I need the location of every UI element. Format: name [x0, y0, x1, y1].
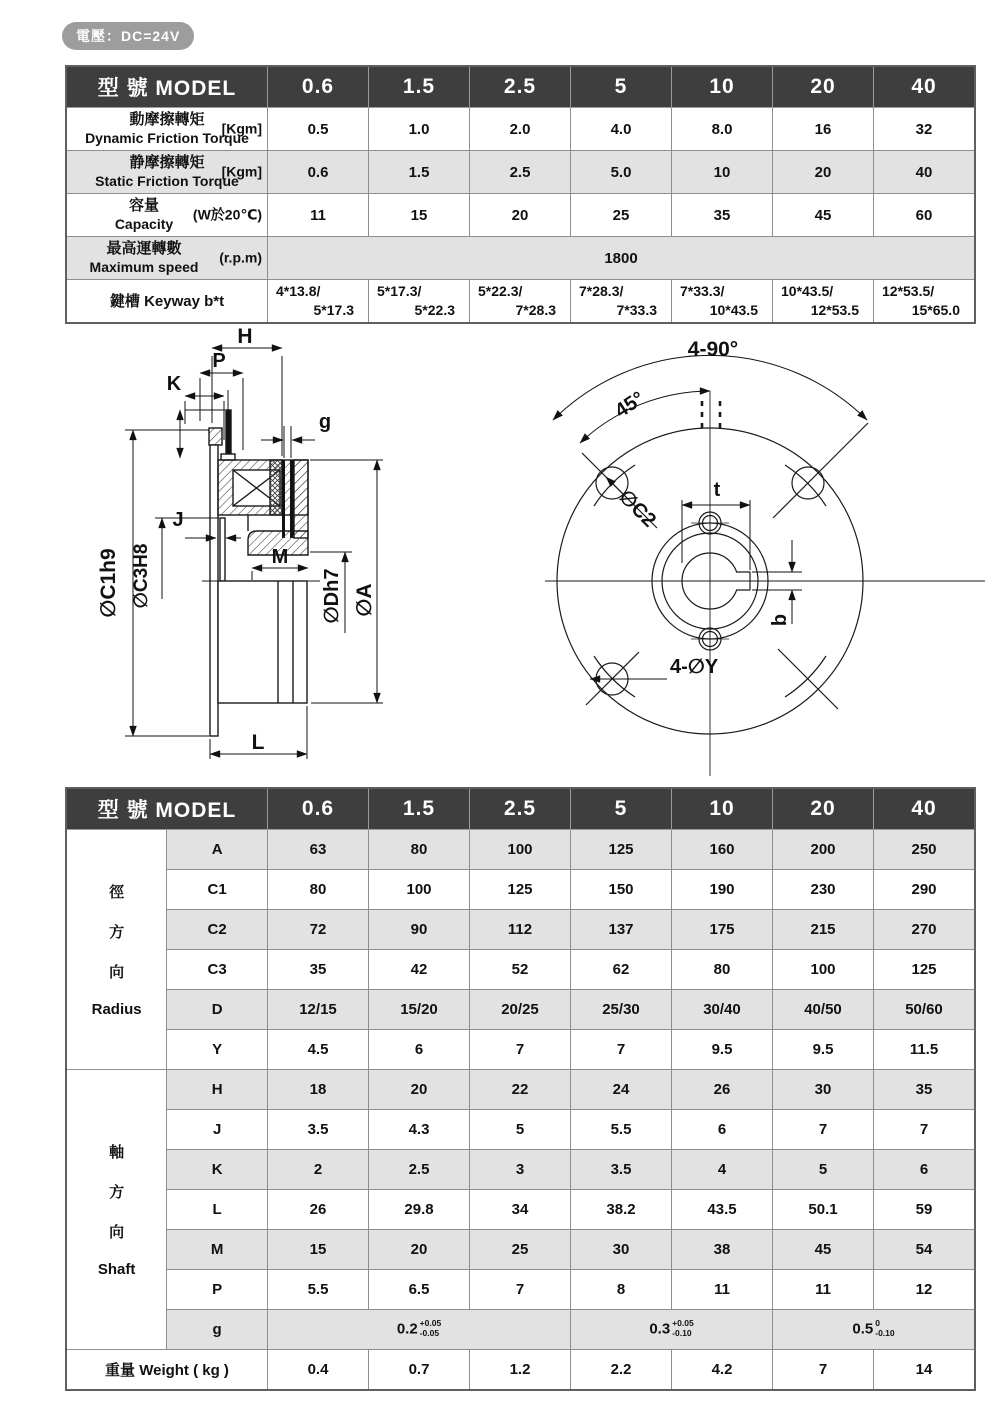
dim-value-cell: 12	[874, 1270, 976, 1310]
dim-value-cell: 20	[369, 1230, 470, 1270]
model-column-header: 2.5	[470, 66, 571, 108]
model-column-header: 5	[571, 66, 672, 108]
dim-label-a: ∅A	[353, 583, 376, 617]
keyway-cell: 7*33.3/ 10*43.5	[672, 280, 773, 323]
dim-label-b: b	[769, 613, 791, 627]
dim-value-cell: 25	[470, 1230, 571, 1270]
dim-value-cell: 290	[874, 870, 976, 910]
label-unit: [Kgm]	[221, 120, 262, 137]
dim-value-cell: 4.3	[369, 1110, 470, 1150]
dim-row	[66, 1150, 975, 1190]
weight-value-cell: 14	[874, 1350, 976, 1390]
group-zh-char: 向	[109, 1224, 125, 1241]
spec-value-cell: 35	[672, 194, 773, 237]
weight-value-cell: 0.4	[268, 1350, 369, 1390]
dim-value-cell: 38	[672, 1230, 773, 1270]
weight-value-cell: 0.7	[369, 1350, 470, 1390]
dim-value-cell: 175	[672, 910, 773, 950]
dim-row	[66, 950, 975, 990]
dim-label-g: g	[318, 411, 332, 433]
dim-value-cell: 5.5	[268, 1270, 369, 1310]
spec-row	[66, 280, 975, 323]
dim-letter-cell: M	[167, 1230, 268, 1270]
model-column-header: 20	[773, 66, 874, 108]
model-column-header: 10	[672, 788, 773, 830]
label-en: Capacity	[114, 215, 174, 232]
merged-value-cell: 1800	[268, 237, 976, 280]
dim-value-cell: 38.2	[571, 1190, 672, 1230]
dim-value-cell: 54	[874, 1230, 976, 1270]
dim-label-t: t	[713, 479, 721, 501]
dim-value-cell: 20	[369, 1070, 470, 1110]
dim-label-l: L	[251, 731, 265, 754]
dim-value-cell: 6	[874, 1150, 976, 1190]
dim-letter-cell: D	[167, 990, 268, 1030]
dim-letter-cell: L	[167, 1190, 268, 1230]
dim-value-cell: 30	[773, 1070, 874, 1110]
model-column-header: 40	[874, 66, 976, 108]
dim-label-j: J	[172, 509, 184, 531]
model-header-label: 型 號 MODEL	[66, 66, 268, 108]
dim-row	[66, 1310, 975, 1350]
group-zh-char: 向	[109, 964, 125, 981]
spec-row-label	[66, 194, 268, 237]
label-unit: (W於20℃)	[192, 206, 262, 223]
dim-letter-cell: A	[167, 830, 268, 870]
dim-value-cell: 30/40	[672, 990, 773, 1030]
dim-value-cell: 35	[874, 1070, 976, 1110]
dim-value-cell: 52	[470, 950, 571, 990]
dim-value-cell: 4.5	[268, 1030, 369, 1070]
dim-row	[66, 1230, 975, 1270]
weight-row	[66, 1350, 975, 1390]
label-en: Dynamic Friction Torque	[85, 129, 249, 146]
dim-value-cell: 80	[369, 830, 470, 870]
dim-value-cell: 12/15	[268, 990, 369, 1030]
dim-value-cell: 2.5	[369, 1150, 470, 1190]
model-column-header: 5	[571, 788, 672, 830]
spec-value-cell: 2.5	[470, 151, 571, 194]
tolerance-cell: 0.2 +0.05 -0.05	[268, 1310, 571, 1350]
dim-value-cell: 3	[470, 1150, 571, 1190]
model-column-header: 20	[773, 788, 874, 830]
tolerance-cell: 0.3 +0.05 -0.10	[571, 1310, 773, 1350]
dim-value-cell: 6	[672, 1110, 773, 1150]
spec-value-cell: 20	[773, 151, 874, 194]
dim-value-cell: 50.1	[773, 1190, 874, 1230]
dim-value-cell: 72	[268, 910, 369, 950]
dim-row	[66, 1270, 975, 1310]
dim-row	[66, 1110, 975, 1150]
spec-value-cell: 10	[672, 151, 773, 194]
dim-value-cell: 22	[470, 1070, 571, 1110]
group-zh-char: 方	[109, 1184, 125, 1201]
dim-value-cell: 18	[268, 1070, 369, 1110]
spec-value-cell: 8.0	[672, 108, 773, 151]
dim-label-c1h9: ∅C1h9	[97, 548, 120, 618]
dim-letter-cell: K	[167, 1150, 268, 1190]
dim-value-cell: 150	[571, 870, 672, 910]
front-geometry	[545, 391, 985, 776]
dim-value-cell: 11	[672, 1270, 773, 1310]
dim-value-cell: 250	[874, 830, 976, 870]
dim-value-cell: 230	[773, 870, 874, 910]
dim-value-cell: 50/60	[874, 990, 976, 1030]
dim-value-cell: 11.5	[874, 1030, 976, 1070]
dim-value-cell: 7	[874, 1110, 976, 1150]
spec-value-cell: 25	[571, 194, 672, 237]
tolerance-cell: 0.5 0 -0.10	[773, 1310, 976, 1350]
dim-value-cell: 20/25	[470, 990, 571, 1030]
spec-value-cell: 45	[773, 194, 874, 237]
spec-value-cell: 1.0	[369, 108, 470, 151]
dim-letter-cell: g	[167, 1310, 268, 1350]
spec-value-cell: 16	[773, 108, 874, 151]
dim-value-cell: 80	[268, 870, 369, 910]
dim-letter-cell: C2	[167, 910, 268, 950]
label-unit: [Kgm]	[221, 163, 262, 180]
label-zh: 動摩擦轉矩	[129, 110, 205, 128]
label-zh: 静摩擦轉矩	[129, 153, 205, 171]
keyway-cell: 5*22.3/ 7*28.3	[470, 280, 571, 323]
spec-row-label	[66, 237, 268, 280]
label-zh: 容量	[128, 196, 159, 214]
spec-row	[66, 151, 975, 194]
dim-value-cell: 24	[571, 1070, 672, 1110]
spec-value-cell: 0.5	[268, 108, 369, 151]
dim-value-cell: 29.8	[369, 1190, 470, 1230]
dim-letter-cell: Y	[167, 1030, 268, 1070]
dim-value-cell: 15	[268, 1230, 369, 1270]
dim-label-c3h8: ∅C3H8	[131, 543, 152, 609]
dim-label-p: P	[212, 350, 226, 372]
dim-row	[66, 910, 975, 950]
keyway-cell: 7*28.3/ 7*33.3	[571, 280, 672, 323]
dim-letter-cell: J	[167, 1110, 268, 1150]
dim-label-dh7: ∅Dh7	[321, 568, 343, 624]
dim-value-cell: 6.5	[369, 1270, 470, 1310]
dim-value-cell: 137	[571, 910, 672, 950]
dim-value-cell: 45	[773, 1230, 874, 1270]
dim-value-cell: 270	[874, 910, 976, 950]
dim-row	[66, 1030, 975, 1070]
dim-value-cell: 215	[773, 910, 874, 950]
label-zh: 鍵槽	[109, 293, 140, 311]
spec-table-header	[66, 66, 975, 108]
dim-value-cell: 6	[369, 1030, 470, 1070]
dim-value-cell: 3.5	[571, 1150, 672, 1190]
dim-value-cell: 4	[672, 1150, 773, 1190]
model-column-header: 10	[672, 66, 773, 108]
dim-value-cell: 7	[571, 1030, 672, 1070]
dim-value-cell: 30	[571, 1230, 672, 1270]
dim-label-c2: ∅C2	[614, 485, 661, 532]
dim-value-cell: 112	[470, 910, 571, 950]
model-column-header: 0.6	[268, 788, 369, 830]
spec-value-cell: 0.6	[268, 151, 369, 194]
dim-letter-cell: P	[167, 1270, 268, 1310]
dim-table-header	[66, 788, 975, 830]
dim-letter-cell: H	[167, 1070, 268, 1110]
dim-value-cell: 100	[369, 870, 470, 910]
dim-value-cell: 80	[672, 950, 773, 990]
dim-row	[66, 990, 975, 1030]
label-zh: 最高運轉數	[106, 239, 182, 257]
spec-row-label	[66, 108, 268, 151]
group-zh-char: 方	[109, 924, 125, 941]
dim-value-cell: 125	[571, 830, 672, 870]
dim-value-cell: 26	[268, 1190, 369, 1230]
spec-value-cell: 32	[874, 108, 976, 151]
dim-group-label	[66, 830, 167, 1070]
dim-row	[66, 870, 975, 910]
spec-row-label	[66, 280, 268, 323]
weight-label: 重量 Weight ( kg )	[66, 1350, 268, 1390]
spec-value-cell: 60	[874, 194, 976, 237]
weight-value-cell: 4.2	[672, 1350, 773, 1390]
dim-letter-cell: C3	[167, 950, 268, 990]
model-column-header: 0.6	[268, 66, 369, 108]
keyway-cell: 5*17.3/ 5*22.3	[369, 280, 470, 323]
friction-spec-table	[65, 65, 976, 324]
dim-label-4-90: 4-90°	[687, 338, 739, 361]
group-en-label: Radius	[91, 1001, 142, 1018]
voltage-badge: 電壓：DC=24V	[62, 22, 194, 50]
dim-value-cell: 7	[773, 1110, 874, 1150]
dim-value-cell: 125	[470, 870, 571, 910]
dim-row	[66, 1190, 975, 1230]
dim-value-cell: 25/30	[571, 990, 672, 1030]
dim-value-cell: 8	[571, 1270, 672, 1310]
dim-row	[66, 830, 975, 870]
spec-row-label	[66, 151, 268, 194]
spec-value-cell: 40	[874, 151, 976, 194]
dim-value-cell: 5.5	[571, 1110, 672, 1150]
model-column-header: 1.5	[369, 66, 470, 108]
dim-row	[66, 1070, 975, 1110]
section-view-drawing	[85, 328, 430, 783]
dim-value-cell: 125	[874, 950, 976, 990]
weight-value-cell: 7	[773, 1350, 874, 1390]
group-zh-char: 軸	[109, 1144, 125, 1161]
model-header-label: 型 號 MODEL	[66, 788, 268, 830]
dim-value-cell: 5	[470, 1110, 571, 1150]
dim-value-cell: 63	[268, 830, 369, 870]
dim-value-cell: 9.5	[773, 1030, 874, 1070]
dim-letter-cell: C1	[167, 870, 268, 910]
dim-value-cell: 100	[773, 950, 874, 990]
dim-value-cell: 11	[773, 1270, 874, 1310]
dim-value-cell: 40/50	[773, 990, 874, 1030]
dim-value-cell: 90	[369, 910, 470, 950]
dim-value-cell: 42	[369, 950, 470, 990]
label-unit: (r.p.m)	[219, 249, 262, 266]
dim-value-cell: 7	[470, 1270, 571, 1310]
dim-value-cell: 9.5	[672, 1030, 773, 1070]
spec-value-cell: 15	[369, 194, 470, 237]
group-en-label: Shaft	[97, 1261, 136, 1278]
spec-value-cell: 11	[268, 194, 369, 237]
keyway-cell: 4*13.8/ 5*17.3	[268, 280, 369, 323]
dim-label-h: H	[237, 328, 253, 348]
dim-value-cell: 59	[874, 1190, 976, 1230]
front-dim-labels	[611, 338, 791, 678]
label-en: Maximum speed	[89, 258, 199, 275]
dim-value-cell: 100	[470, 830, 571, 870]
spec-value-cell: 5.0	[571, 151, 672, 194]
keyway-cell: 10*43.5/ 12*53.5	[773, 280, 874, 323]
front-view-drawing	[530, 328, 1000, 783]
dim-value-cell: 26	[672, 1070, 773, 1110]
dim-value-cell: 15/20	[369, 990, 470, 1030]
dim-label-m: M	[271, 546, 289, 568]
dim-value-cell: 34	[470, 1190, 571, 1230]
section-geometry	[202, 390, 320, 736]
keyway-cell: 12*53.5/ 15*65.0	[874, 280, 976, 323]
spec-value-cell: 4.0	[571, 108, 672, 151]
spec-row	[66, 194, 975, 237]
model-column-header: 1.5	[369, 788, 470, 830]
dim-label-4-y: 4-∅Y	[670, 656, 719, 678]
group-zh-char: 徑	[109, 884, 125, 901]
weight-value-cell: 1.2	[470, 1350, 571, 1390]
model-column-header: 40	[874, 788, 976, 830]
dim-group-label	[66, 1070, 167, 1350]
dim-value-cell: 7	[470, 1030, 571, 1070]
dimension-table	[65, 787, 976, 1391]
dim-value-cell: 5	[773, 1150, 874, 1190]
dim-value-cell: 43.5	[672, 1190, 773, 1230]
dim-value-cell: 62	[571, 950, 672, 990]
spec-value-cell: 1.5	[369, 151, 470, 194]
spec-row	[66, 237, 975, 280]
dim-value-cell: 3.5	[268, 1110, 369, 1150]
model-column-header: 2.5	[470, 788, 571, 830]
label-en: Static Friction Torque	[95, 172, 239, 189]
weight-value-cell: 2.2	[571, 1350, 672, 1390]
dim-value-cell: 2	[268, 1150, 369, 1190]
dim-value-cell: 200	[773, 830, 874, 870]
spec-value-cell: 20	[470, 194, 571, 237]
dim-value-cell: 190	[672, 870, 773, 910]
dim-label-45: 45°	[611, 387, 649, 423]
dim-value-cell: 35	[268, 950, 369, 990]
dim-value-cell: 160	[672, 830, 773, 870]
spec-row	[66, 108, 975, 151]
spec-value-cell: 2.0	[470, 108, 571, 151]
label-en: Keyway b*t	[144, 293, 225, 311]
dim-label-k: K	[166, 373, 182, 395]
